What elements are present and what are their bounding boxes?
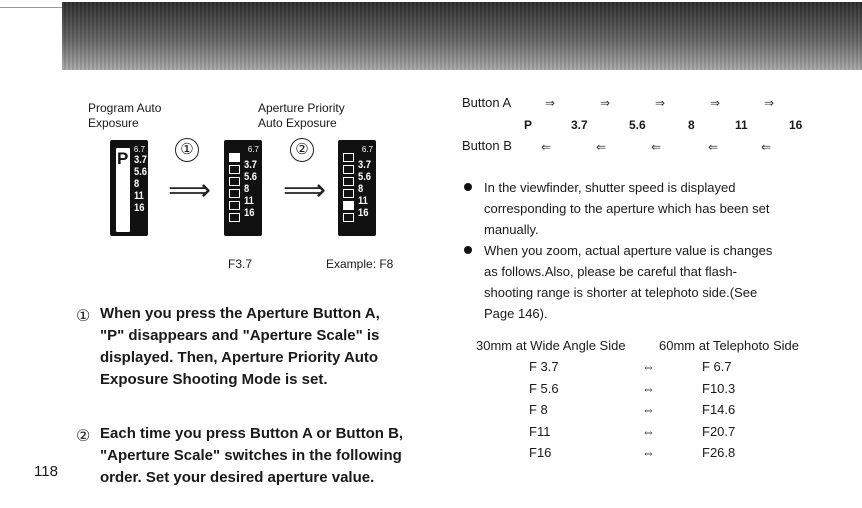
table-header-wide: 30mm at Wide Angle Side xyxy=(476,338,626,353)
button-b-label: Button B xyxy=(462,138,512,153)
bullet-icon xyxy=(464,183,472,191)
caption-f37: F3.7 xyxy=(228,257,253,271)
table-header-tele: 60mm at Telephoto Side xyxy=(659,338,799,353)
arrow-right-icon: ⇒ xyxy=(545,96,556,110)
step1-circle: ① xyxy=(175,138,199,162)
double-arrow-icon: ⟹ xyxy=(168,174,212,207)
table-cell-wide: F 3.7 xyxy=(529,359,559,374)
arrow-left-icon: ⇐ xyxy=(596,140,607,154)
step2-text: Each time you press Button A or Button B, "Aperture Scale" switches in the following order. Set your desired aperture value. xyxy=(100,425,404,486)
sequence-item: 3.7 xyxy=(571,118,588,132)
bidirectional-arrow-icon: ⇔ xyxy=(642,445,655,460)
program-auto-label: Program Auto Exposure xyxy=(88,101,162,130)
arrow-left-icon: ⇐ xyxy=(651,140,662,154)
program-p-symbol: P xyxy=(117,149,129,168)
aperture-scale-c: 3.7 5.6 8 11 16 xyxy=(358,159,372,219)
bidirectional-arrow-icon: ⇔ xyxy=(642,424,655,439)
arrow-right-icon: ⇒ xyxy=(710,96,721,110)
scale-blocks xyxy=(343,153,354,222)
sequence-item: 8 xyxy=(688,118,695,132)
bidirectional-arrow-icon: ⇔ xyxy=(642,381,655,396)
arrow-left-icon: ⇐ xyxy=(708,140,719,154)
arrow-left-icon: ⇐ xyxy=(541,140,552,154)
header-rule xyxy=(0,7,62,8)
bullet1-text: In the viewfinder, shutter speed is displayed corresponding to the aperture which has been set manually. xyxy=(484,180,770,237)
step2-number: ② xyxy=(76,428,91,445)
table-cell-wide: F11 xyxy=(529,424,551,439)
scale-blocks xyxy=(229,153,240,222)
display-aperture-f8: 6.7 3.7 5.6 8 11 16 xyxy=(338,140,376,236)
double-arrow-icon: ⟹ xyxy=(283,174,327,207)
program-scale: 3.7 5.6 8 11 16 xyxy=(134,154,148,214)
table-cell-wide: F 8 xyxy=(529,402,548,417)
bidirectional-arrow-icon: ⇔ xyxy=(642,402,655,417)
aperture-priority-label: Aperture Priority Auto Exposure xyxy=(258,101,345,130)
table-cell-tele: F14.6 xyxy=(702,402,736,417)
step2-circle: ② xyxy=(290,138,314,162)
sequence-item: 5.6 xyxy=(629,118,646,132)
arrow-right-icon: ⇒ xyxy=(655,96,666,110)
arrow-right-icon: ⇒ xyxy=(600,96,611,110)
button-a-label: Button A xyxy=(462,95,512,110)
step1-number: ① xyxy=(76,308,91,325)
table-cell-wide: F16 xyxy=(529,445,552,460)
table-cell-wide: F 5.6 xyxy=(529,381,559,396)
display-aperture-f37: 6.7 3.7 5.6 8 11 16 xyxy=(224,140,262,236)
arrow-left-icon: ⇐ xyxy=(761,140,772,154)
bidirectional-arrow-icon: ⇔ xyxy=(642,359,655,374)
sequence-item: 16 xyxy=(789,118,803,132)
bullet-icon xyxy=(464,246,472,254)
page-number: 118 xyxy=(34,463,58,480)
sequence-item: P xyxy=(524,118,533,132)
bullet2-text: When you zoom, actual aperture value is changes as follows.Also, please be careful that flash- shooting range is shorter at telephoto side.(See Page 146). xyxy=(484,243,773,321)
aperture-scale-b: 3.7 5.6 8 11 16 xyxy=(244,159,258,219)
step1-text: When you press the Aperture Button A, "P" disappears and "Aperture Scale" is displayed. Then, Aperture Priority Auto Exposure Shooting Mode is set. xyxy=(100,305,380,388)
arrow-right-icon: ⇒ xyxy=(764,96,775,110)
table-cell-tele: F10.3 xyxy=(702,381,736,396)
header-band xyxy=(62,2,862,70)
table-cell-tele: F 6.7 xyxy=(702,359,732,374)
table-cell-tele: F26.8 xyxy=(702,445,736,460)
sequence-item: 11 xyxy=(735,118,748,132)
table-cell-tele: F20.7 xyxy=(702,424,736,439)
caption-example-f8: Example: F8 xyxy=(326,257,394,271)
display-program: 6.7 P 3.7 5.6 8 11 16 xyxy=(110,140,148,236)
